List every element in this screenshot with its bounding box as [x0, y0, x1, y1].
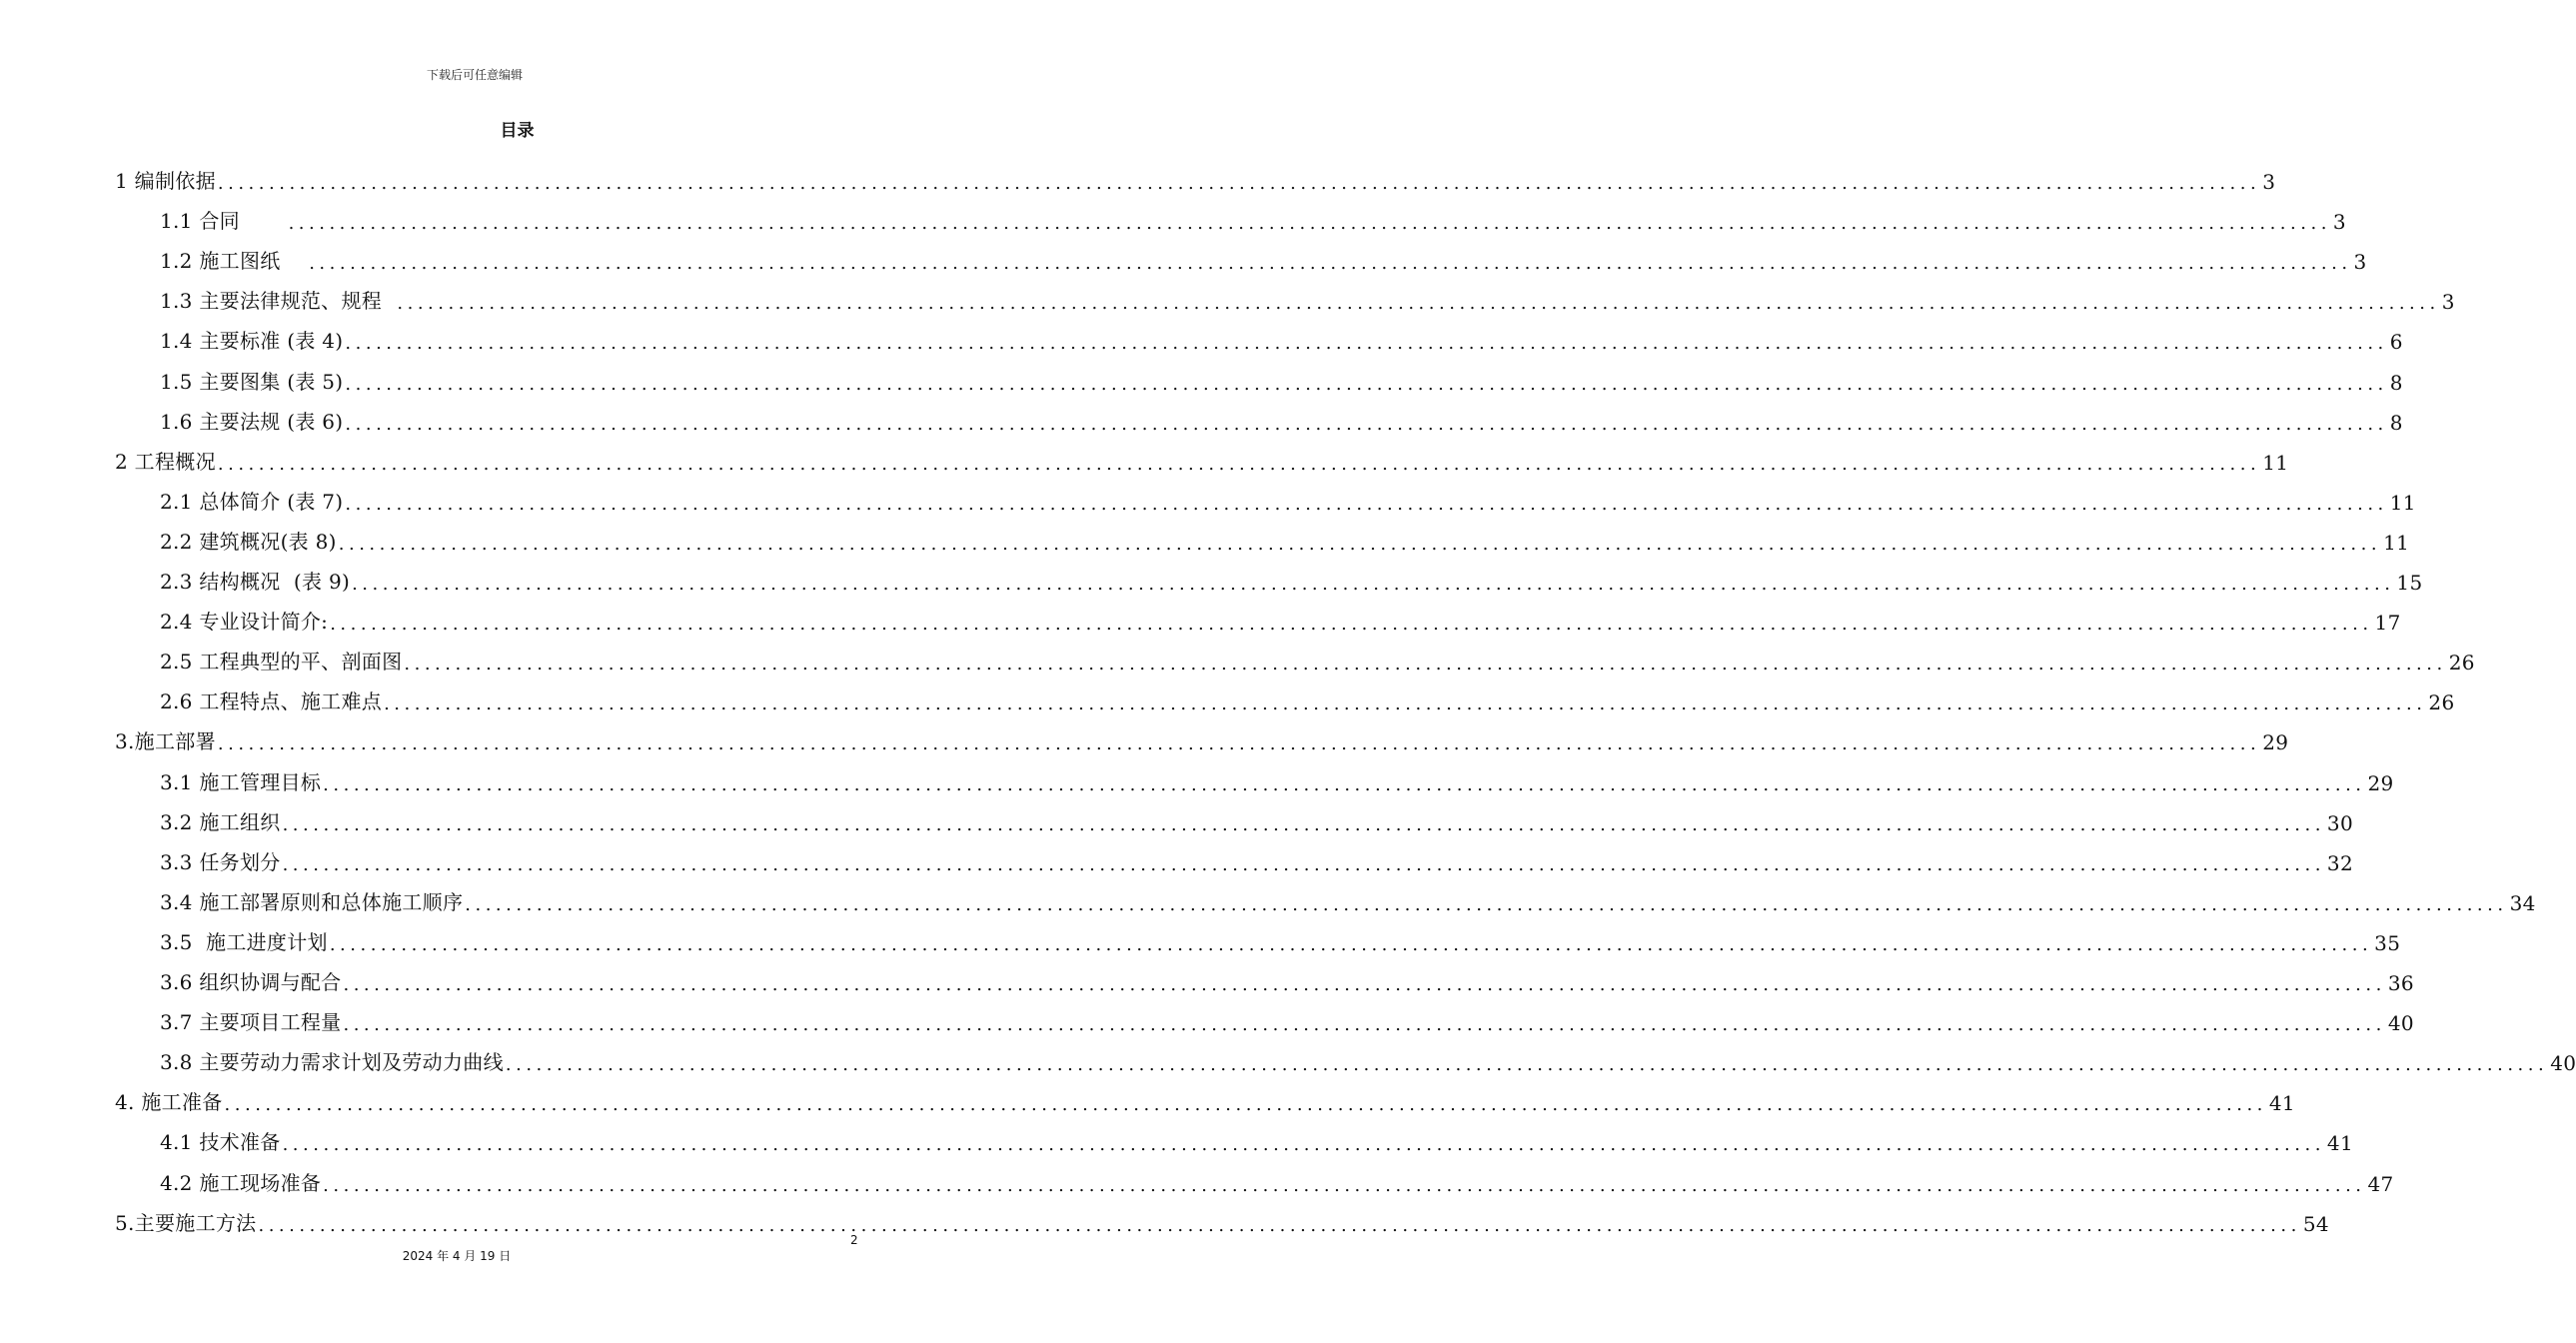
toc-entry-page: 40	[2550, 1051, 2576, 1076]
toc-entry[interactable]	[160, 355, 2403, 395]
toc-entry[interactable]	[160, 755, 2394, 795]
toc-entry-label: 3.3 任务划分	[160, 849, 281, 874]
page-header: 下载后可任意编辑	[426, 68, 523, 82]
toc-leader-dots: ........................................................................................................................................................................................................	[224, 1094, 2267, 1116]
toc-leader-dots: ........................................................................................................................................................................................................	[465, 893, 2508, 915]
toc-entry-label: 1.5 主要图集 (表 5)	[160, 369, 344, 394]
toc-leader-dots: ........................................................................................................................................................................................................	[352, 574, 2395, 595]
toc-entry-label: 3.施工部署	[115, 729, 216, 754]
toc-entry[interactable]	[160, 555, 2423, 595]
toc-entry-page: 29	[2367, 770, 2394, 795]
toc-leader-dots: ........................................................................................................................................................................................................	[217, 173, 2261, 194]
toc-leader-dots: ........................................................................................................................................................................................................	[258, 1214, 2301, 1236]
toc-leader-dots: ........................................................................................................................................................................................................	[345, 413, 2388, 435]
toc-entry-label: 2.2 建筑概况(表 8)	[160, 529, 337, 554]
toc-entry[interactable]	[160, 194, 2346, 235]
toc-entry-page: 3	[2353, 250, 2367, 275]
toc-leader-dots: ........................................................................................................................................................................................................	[330, 614, 2373, 636]
toc-entry-page: 36	[2387, 971, 2414, 995]
toc-entry[interactable]	[160, 515, 2410, 555]
toc-leader-dots: ........................................................................................................................................................................................................	[217, 733, 2261, 755]
toc-entry-label: 3.8 主要劳动力需求计划及劳动力曲线	[160, 1050, 504, 1075]
toc-entry-page: 17	[2374, 611, 2401, 636]
toc-entry[interactable]	[160, 835, 2353, 875]
toc-entry-label: 4.1 技术准备	[160, 1130, 281, 1155]
toc-leader-dots: ........................................................................................................................................................................................................	[217, 453, 2261, 475]
toc-entry-page: 30	[2326, 810, 2353, 835]
toc-entry-label: 1.2 施工图纸	[160, 249, 308, 274]
toc-entry-label: 5.主要施工方法	[115, 1210, 257, 1235]
toc-entry[interactable]	[160, 674, 2455, 715]
toc-entry[interactable]	[160, 915, 2401, 955]
toc-leader-dots: ........................................................................................................................................................................................................	[338, 533, 2382, 555]
toc-entry-label: 1.1 合同	[160, 209, 287, 234]
toc-entry[interactable]	[160, 395, 2403, 435]
toc-entry-page: 8	[2389, 370, 2403, 395]
toc-leader-dots: ........................................................................................................................................................................................................	[309, 253, 2352, 275]
toc-entry-page: 47	[2367, 1171, 2394, 1196]
toc-leader-dots: ........................................................................................................................................................................................................	[345, 373, 2388, 395]
toc-entry[interactable]	[160, 635, 2475, 675]
toc-entry-page: 26	[2428, 690, 2455, 715]
toc-entry-page: 34	[2509, 890, 2536, 915]
toc-entry[interactable]	[115, 1075, 2295, 1116]
page-number: 2	[850, 1233, 858, 1247]
toc-entry-label: 3.6 组织协调与配合	[160, 970, 342, 994]
footer-date: 2024 年 4 月 19 日	[402, 1249, 512, 1263]
toc-entry-page: 6	[2389, 330, 2403, 355]
toc-entry[interactable]	[160, 475, 2416, 515]
toc-entry-label: 2.6 工程特点、施工难点	[160, 689, 383, 714]
toc-entry[interactable]	[115, 714, 2289, 755]
toc-entry[interactable]	[160, 314, 2403, 355]
toc-entry-page: 3	[2441, 290, 2455, 315]
toc-entry-page: 32	[2326, 850, 2353, 875]
toc-title: 目录	[500, 121, 535, 141]
toc-entry[interactable]	[160, 595, 2401, 636]
toc-leader-dots: ........................................................................................................................................................................................................	[323, 773, 2366, 795]
toc-leader-dots: ........................................................................................................................................................................................................	[345, 333, 2388, 355]
toc-entry-page: 15	[2396, 571, 2423, 595]
toc-leader-dots: ........................................................................................................................................................................................................	[505, 1054, 2549, 1076]
toc-entry[interactable]	[160, 875, 2536, 915]
toc-entry[interactable]	[160, 1035, 2576, 1076]
toc-leader-dots: ........................................................................................................................................................................................................	[404, 654, 2447, 675]
toc-entry-label: 3.7 主要项目工程量	[160, 1010, 342, 1035]
toc-entry-page: 11	[2389, 490, 2416, 515]
toc-leader-dots: ........................................................................................................................................................................................................	[397, 293, 2440, 315]
toc-leader-dots: ........................................................................................................................................................................................................	[384, 693, 2427, 715]
toc-entry-label: 2.5 工程典型的平、剖面图	[160, 650, 403, 674]
toc-leader-dots: ........................................................................................................................................................................................................	[282, 813, 2325, 835]
toc-entry[interactable]	[160, 1115, 2353, 1156]
toc-entry-page: 35	[2374, 930, 2401, 955]
toc-entry-page: 11	[2262, 450, 2289, 475]
toc-entry[interactable]	[160, 955, 2414, 995]
toc-entry[interactable]	[160, 995, 2414, 1036]
toc-entry-label: 1.6 主要法规 (表 6)	[160, 409, 344, 434]
toc-entry-label: 4. 施工准备	[115, 1090, 223, 1115]
toc-entry-page: 3	[2332, 210, 2346, 235]
toc-leader-dots: ........................................................................................................................................................................................................	[282, 1134, 2325, 1156]
toc-entry-label: 2 工程概况	[115, 449, 216, 474]
toc-entry[interactable]	[115, 435, 2289, 475]
toc-entry-page: 41	[2326, 1131, 2353, 1156]
toc-leader-dots: ........................................................................................................................................................................................................	[343, 974, 2386, 995]
toc-leader-dots: ........................................................................................................................................................................................................	[323, 1174, 2366, 1196]
toc-entry-label: 2.4 专业设计简介:	[160, 610, 329, 635]
toc-entry-page: 3	[2262, 170, 2276, 194]
toc-entry[interactable]	[115, 1196, 2329, 1236]
toc-entry-page: 29	[2262, 730, 2289, 755]
toc-leader-dots: ........................................................................................................................................................................................................	[288, 213, 2331, 235]
toc-entry-page: 11	[2383, 530, 2410, 555]
toc-entry[interactable]	[160, 274, 2455, 315]
toc-entry-page: 26	[2448, 651, 2475, 675]
toc-entry[interactable]	[160, 234, 2367, 275]
toc-entry-page: 41	[2268, 1091, 2295, 1116]
toc-entry-page: 54	[2302, 1211, 2329, 1236]
toc-entry-label: 4.2 施工现场准备	[160, 1170, 322, 1195]
toc-entry-label: 3.5 施工进度计划	[160, 929, 328, 954]
toc-entry-label: 2.3 结构概况 (表 9)	[160, 570, 351, 594]
toc-entry-label: 2.1 总体简介 (表 7)	[160, 489, 344, 514]
toc-entry[interactable]	[160, 795, 2353, 835]
toc-entry-label: 3.1 施工管理目标	[160, 769, 322, 794]
toc-entry-label: 3.4 施工部署原则和总体施工顺序	[160, 889, 464, 914]
toc-entry-page: 40	[2387, 1011, 2414, 1036]
toc-entry-label: 1 编制依据	[115, 169, 216, 193]
toc-entry-label: 3.2 施工组织	[160, 809, 281, 834]
toc-entry-page: 8	[2389, 410, 2403, 435]
toc-leader-dots: ........................................................................................................................................................................................................	[343, 1014, 2386, 1036]
toc-entry[interactable]	[115, 154, 2276, 194]
toc-entry-label: 1.4 主要标准 (表 4)	[160, 329, 344, 354]
toc-entry-label: 1.3 主要法律规范、规程	[160, 289, 396, 314]
toc-entry[interactable]	[160, 1156, 2394, 1196]
toc-leader-dots: ........................................................................................................................................................................................................	[282, 853, 2325, 875]
toc-leader-dots: ........................................................................................................................................................................................................	[345, 493, 2388, 515]
toc-leader-dots: ........................................................................................................................................................................................................	[329, 933, 2373, 955]
